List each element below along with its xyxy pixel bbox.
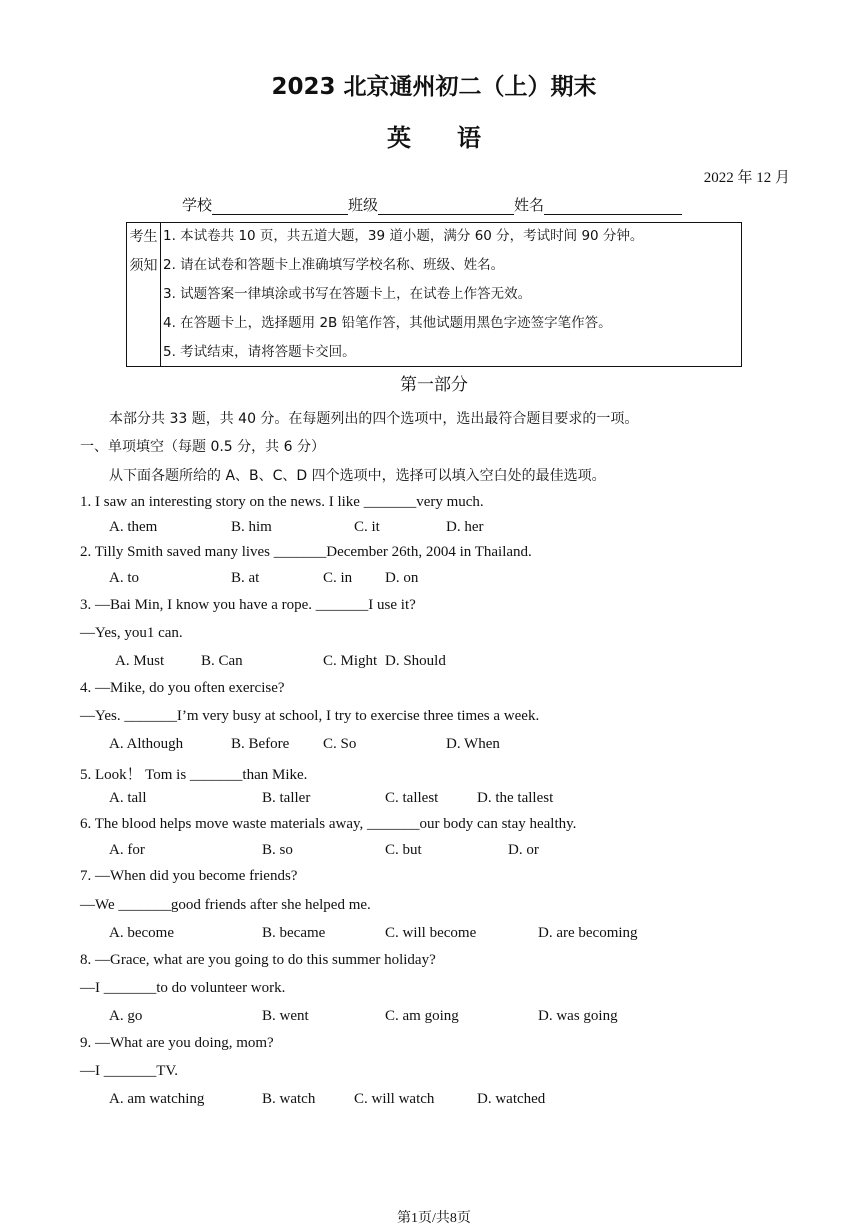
question-5-stem: 5. Look！ Tom is _______than Mike. bbox=[80, 767, 308, 783]
question-9-stem: 9. —What are you doing, mom? bbox=[80, 1035, 274, 1051]
name-label: 姓名 bbox=[514, 198, 545, 214]
notice-heading-line1: 考生 bbox=[129, 229, 158, 245]
notice-heading-line2: 须知 bbox=[129, 258, 158, 274]
question-4-option-d[interactable]: D. When bbox=[446, 736, 500, 752]
question-7-option-b[interactable]: B. became bbox=[262, 925, 326, 941]
question-6-option-c[interactable]: C. but bbox=[385, 842, 422, 858]
notice-item: 4. 在答题卡上，选择题用 2B 铅笔作答，其他试题用黑色字迹签字笔作答。 bbox=[163, 315, 612, 331]
part-heading: 第一部分 bbox=[400, 375, 468, 395]
question-7-option-c[interactable]: C. will become bbox=[385, 925, 477, 941]
school-blank[interactable] bbox=[212, 196, 348, 215]
question-8-stem: 8. —Grace, what are you going to do this summer holiday? bbox=[80, 952, 436, 968]
question-8-option-c[interactable]: C. am going bbox=[385, 1008, 459, 1024]
question-8-option-a[interactable]: A. go bbox=[109, 1008, 143, 1024]
question-3-option-d[interactable]: D. Should bbox=[385, 653, 446, 669]
question-2-option-d[interactable]: D. on bbox=[385, 570, 419, 586]
notice-item: 1. 本试卷共 10 页，共五道大题，39 道小题，满分 60 分，考试时间 90 分钟。 bbox=[163, 228, 644, 244]
question-1-option-a[interactable]: A. them bbox=[109, 519, 158, 535]
question-5-option-b[interactable]: B. taller bbox=[262, 790, 311, 806]
question-7-stem: 7. —When did you become friends? bbox=[80, 868, 298, 884]
question-2-option-c[interactable]: C. in bbox=[323, 570, 353, 586]
exam-title: 2023 北京通州初二（上）期末 bbox=[271, 74, 597, 100]
notice-heading bbox=[127, 223, 161, 366]
section-instruction: 从下面各题所给的 A、B、C、D 四个选项中，选择可以填入空白处的最佳选项。 bbox=[109, 468, 606, 484]
section-heading: 一、单项填空（每题 0.5 分，共 6 分） bbox=[80, 439, 325, 455]
question-1-option-b[interactable]: B. him bbox=[231, 519, 272, 535]
question-8-option-b[interactable]: B. went bbox=[262, 1008, 309, 1024]
question-2-option-b[interactable]: B. at bbox=[231, 570, 260, 586]
question-4-option-b[interactable]: B. Before bbox=[231, 736, 290, 752]
question-5-option-a[interactable]: A. tall bbox=[109, 790, 147, 806]
question-3-option-c[interactable]: C. Might bbox=[323, 653, 378, 669]
question-6-option-a[interactable]: A. for bbox=[109, 842, 145, 858]
question-2-option-a[interactable]: A. to bbox=[109, 570, 139, 586]
question-3-reply: —Yes, you1 can. bbox=[80, 625, 183, 641]
question-1-option-c[interactable]: C. it bbox=[354, 519, 380, 535]
question-1-option-d[interactable]: D. her bbox=[446, 519, 484, 535]
question-3-option-b[interactable]: B. Can bbox=[201, 653, 243, 669]
question-6-stem: 6. The blood helps move waste materials away, _______our body can stay healthy. bbox=[80, 816, 577, 832]
notice-list bbox=[161, 223, 741, 366]
class-label: 班级 bbox=[348, 198, 379, 214]
question-4-stem: 4. —Mike, do you often exercise? bbox=[80, 680, 285, 696]
question-8-option-d[interactable]: D. was going bbox=[538, 1008, 618, 1024]
question-7-option-a[interactable]: A. become bbox=[109, 925, 174, 941]
question-4-option-c[interactable]: C. So bbox=[323, 736, 357, 752]
part-intro: 本部分共 33 题，共 40 分。在每题列出的四个选项中，选出最符合题目要求的一项。 bbox=[109, 411, 639, 427]
question-7-option-d[interactable]: D. are becoming bbox=[538, 925, 638, 941]
question-9-option-a[interactable]: A. am watching bbox=[109, 1091, 205, 1107]
question-6-option-b[interactable]: B. so bbox=[262, 842, 293, 858]
notice-item: 2. 请在试卷和答题卡上准确填写学校名称、班级、姓名。 bbox=[163, 257, 505, 273]
class-blank[interactable] bbox=[378, 196, 514, 215]
question-3-option-a[interactable]: A. Must bbox=[115, 653, 165, 669]
question-4-reply: —Yes. _______I’m very busy at school, I try to exercise three times a week. bbox=[80, 708, 540, 724]
notice-item: 5. 考试结束，请将答题卡交回。 bbox=[163, 344, 356, 360]
question-9-option-d[interactable]: D. watched bbox=[477, 1091, 546, 1107]
exam-date: 2022 年 12 月 bbox=[703, 170, 790, 186]
name-blank[interactable] bbox=[544, 196, 682, 215]
question-7-reply: —We _______good friends after she helped me. bbox=[80, 897, 371, 913]
student-info-fields bbox=[182, 194, 682, 215]
question-3-stem: 3. —Bai Min, I know you have a rope. _______I use it? bbox=[80, 597, 416, 613]
question-6-option-d[interactable]: D. or bbox=[508, 842, 539, 858]
question-9-option-c[interactable]: C. will watch bbox=[354, 1091, 435, 1107]
question-1-stem: 1. I saw an interesting story on the news. I like _______very much. bbox=[80, 494, 484, 510]
question-5-option-d[interactable]: D. the tallest bbox=[477, 790, 554, 806]
question-2-stem: 2. Tilly Smith saved many lives _______December 26th, 2004 in Thailand. bbox=[80, 544, 532, 560]
question-9-option-b[interactable]: B. watch bbox=[262, 1091, 316, 1107]
question-8-reply: —I _______to do volunteer work. bbox=[80, 980, 286, 996]
exam-subject: 英语 bbox=[387, 124, 527, 152]
question-4-option-a[interactable]: A. Although bbox=[109, 736, 184, 752]
school-label: 学校 bbox=[182, 198, 213, 214]
notice-item: 3. 试题答案一律填涂或书写在答题卡上，在试卷上作答无效。 bbox=[163, 286, 532, 302]
exam-notice-box bbox=[126, 222, 742, 367]
question-5-option-c[interactable]: C. tallest bbox=[385, 790, 439, 806]
page-number: 第1页/共8页 bbox=[397, 1211, 471, 1226]
question-9-reply: —I _______TV. bbox=[80, 1063, 179, 1079]
